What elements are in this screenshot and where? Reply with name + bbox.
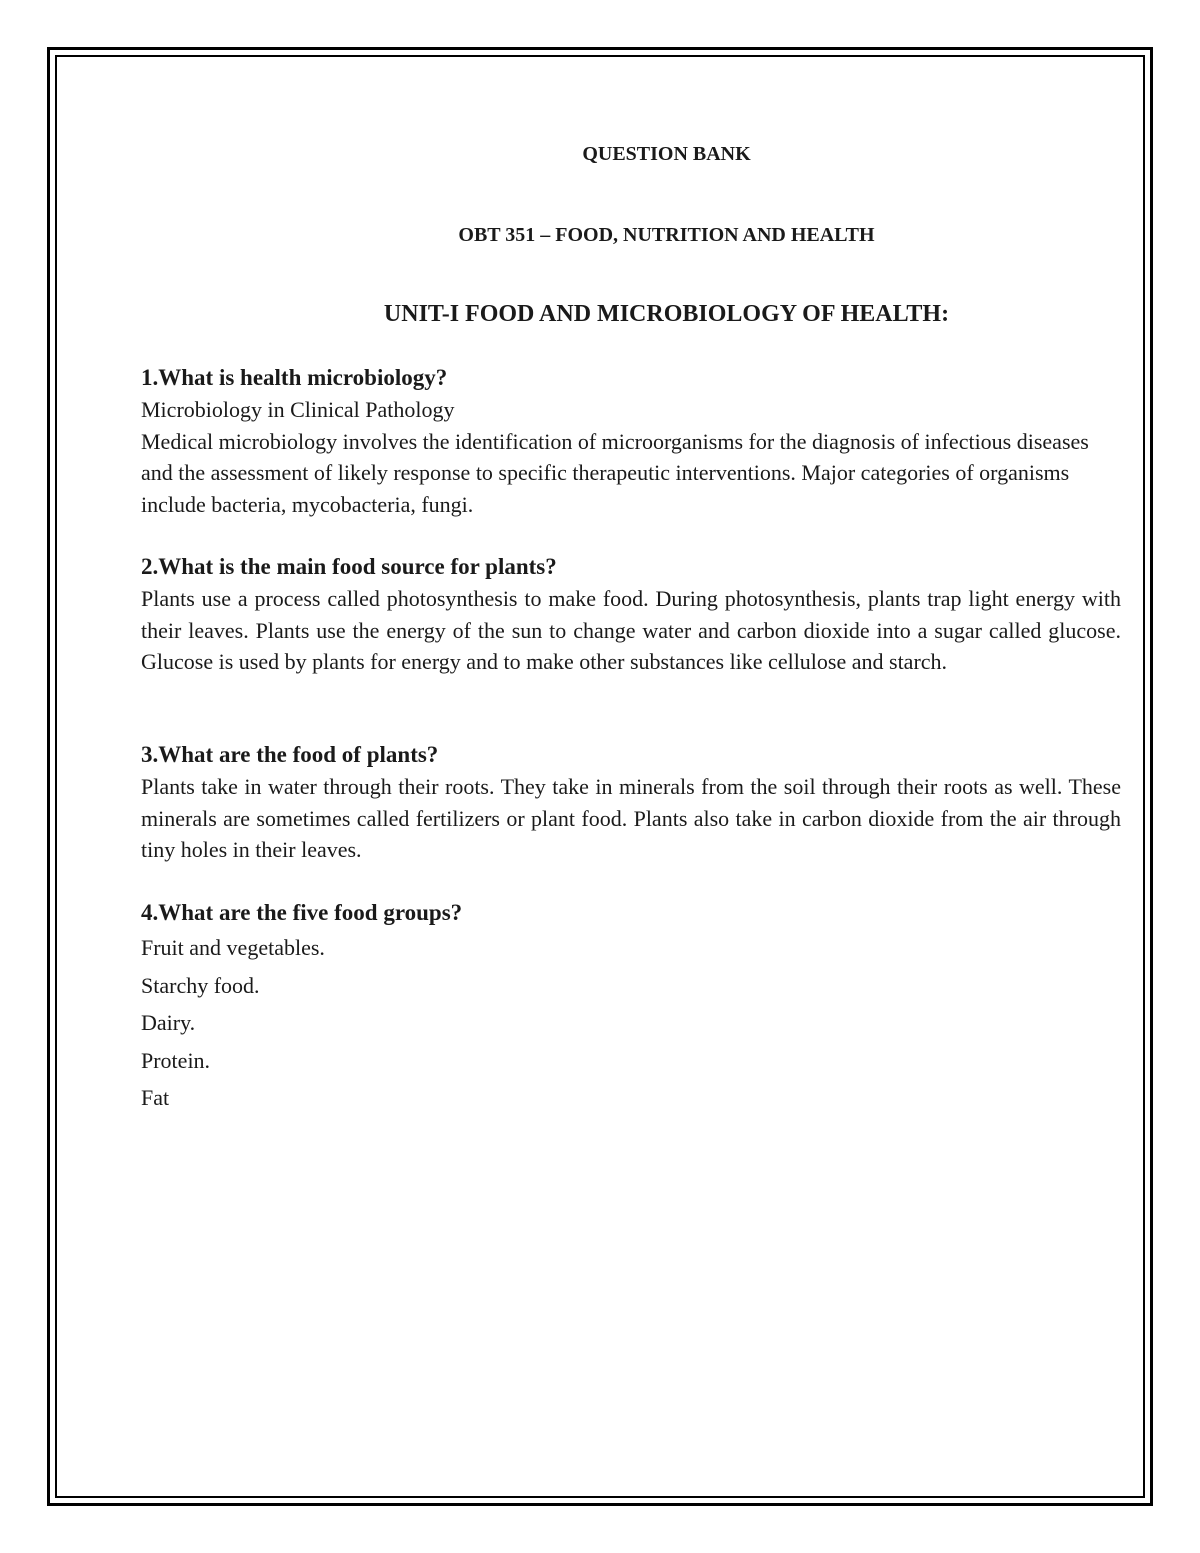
question-2 — [141, 551, 1121, 678]
food-group-item: Fruit and vegetables. — [141, 935, 325, 960]
question-text: What are the food of plants? — [158, 742, 439, 767]
question-heading — [141, 897, 1121, 929]
food-group-item: Fat — [141, 1085, 170, 1110]
document-heading: QUESTION BANK — [582, 143, 751, 165]
question-text: What are the five food groups? — [158, 900, 463, 925]
question-4 — [141, 897, 1121, 1117]
question-text: What is health microbiology? — [158, 365, 448, 390]
question-1 — [141, 362, 1121, 520]
answer-paragraph: Plants use a process called photosynthesis to make food. During photosynthesis, plants trap light energy with their leaves. Plants use the energy of the sun to change water and carbon dioxide into a sugar called glucose. Glucose is used by plants for energy and to make other substances like cellulose and starch. — [141, 586, 1121, 674]
question-number: 3. — [141, 742, 159, 767]
question-heading — [141, 362, 1121, 394]
question-text: What is the main food source for plants? — [158, 554, 557, 579]
food-group-item: Dairy. — [141, 1010, 196, 1035]
unit-title: UNIT-I FOOD AND MICROBIOLOGY OF HEALTH: — [383, 301, 950, 327]
question-number: 4. — [141, 900, 159, 925]
question-number: 2. — [141, 554, 159, 579]
question-3 — [141, 739, 1121, 866]
answer-paragraph: Medical microbiology involves the identification of microorganisms for the diagnosis of infectious diseases and the assessment of likely response to specific therapeutic interventions. Major categories of organisms include bacteria, mycobacteria, fungi. — [141, 428, 1089, 517]
course-title: OBT 351 – FOOD, NUTRITION AND HEALTH — [458, 224, 875, 246]
answer-line: Microbiology in Clinical Pathology — [141, 397, 455, 422]
question-heading — [141, 739, 1121, 771]
question-heading — [141, 551, 1121, 583]
food-group-item: Starchy food. — [141, 972, 260, 998]
food-group-item: Protein. — [141, 1047, 211, 1073]
question-number: 1. — [141, 365, 159, 390]
answer-paragraph: Plants take in water through their roots. They take in minerals from the soil through their roots as well. These minerals are sometimes called fertilizers or plant food. Plants also take in carbon dioxide from the air through tiny holes in their leaves. — [141, 774, 1121, 862]
